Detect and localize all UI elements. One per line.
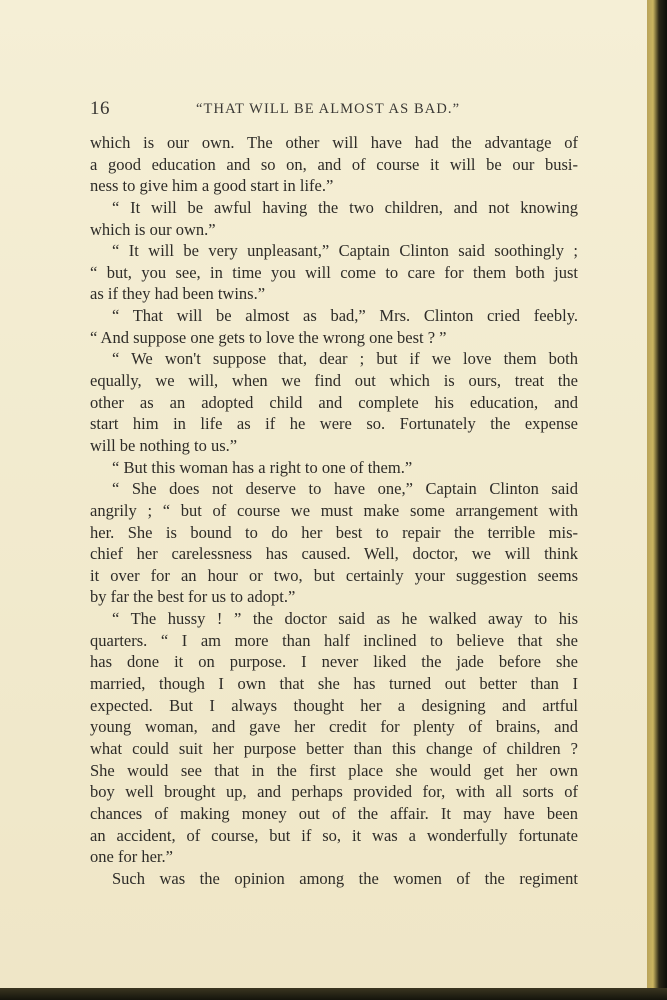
page-header [90,99,578,121]
text-line: her. She is bound to do her best to repair the terrible mis- [90,522,578,542]
text-line: She would see that in the first place she would get her own [90,760,578,780]
text-line: Such was the opinion among the women of the regiment [112,868,578,888]
text-line: “ It will be very unpleasant,” Captain Clinton said soothingly ; [112,241,578,261]
text-line: it over for an hour or two, but certainly your suggestion seems [90,565,578,585]
text-line: which is our own.” [90,219,216,239]
text-line: start him in life as if he were so. Fortunately the expense [90,414,578,434]
text-line: as if they had been twins.” [90,284,266,304]
text-line: an accident, of course, but if so, it was a wonderfully fortunate [90,825,578,845]
text-line: ness to give him a good start in life.” [90,176,334,196]
text-line: “ But this woman has a right to one of them.” [112,457,413,477]
text-line: which is our own. The other will have had the advantage of [90,133,578,152]
text-line: “ It will be awful having the two children, and not knowing [112,197,578,217]
text-line: angrily ; “ but of course we must make some arrangement with [90,500,578,520]
text-line: “ And suppose one gets to love the wrong one best ? ” [90,327,447,347]
text-line: “ She does not deserve to have one,” Captain Clinton said [112,479,578,499]
text-line: boy well brought up, and perhaps provided for, with all sorts of [90,782,578,802]
text-line: will be nothing to us.” [90,435,238,455]
page-number: 16 [90,98,110,119]
text-line: one for her.” [90,847,173,867]
text-line: expected. But I always thought her a designing and artful [90,695,578,715]
text-line: quarters. “ I am more than half inclined to believe that she [90,630,578,650]
text-line: chief her carelessness has caused. Well, doctor, we will think [90,544,578,564]
page-bottom-edge [0,988,667,1000]
text-line: has done it on purpose. I never liked the jade before she [90,652,578,672]
body-text [90,132,578,889]
text-line: “ That will be almost as bad,” Mrs. Clinton cried feebly. [112,306,578,326]
running-head: “THAT WILL BE ALMOST AS BAD.” [196,101,461,117]
text-line: “ We won't suppose that, dear ; but if we love them both [112,349,578,369]
text-line: what could suit her purpose better than this change of children ? [90,738,578,758]
text-line: equally, we will, when we find out which is ours, treat the [90,371,578,391]
text-line: chances of making money out of the affair. It may have been [90,803,578,823]
text-line: other as an adopted child and complete his education, and [90,392,578,412]
page-edge [647,0,667,1000]
text-line: by far the best for us to adopt.” [90,587,296,607]
text-line: married, though I own that she has turned out better than I [90,674,578,694]
text-line: young woman, and gave her credit for plenty of brains, and [90,717,578,737]
text-line: “ The hussy ! ” the doctor said as he walked away to his [112,609,578,629]
text-line: “ but, you see, in time you will come to care for them both just [90,262,578,282]
text-line: a good education and so on, and of course it will be our busi- [90,154,578,174]
